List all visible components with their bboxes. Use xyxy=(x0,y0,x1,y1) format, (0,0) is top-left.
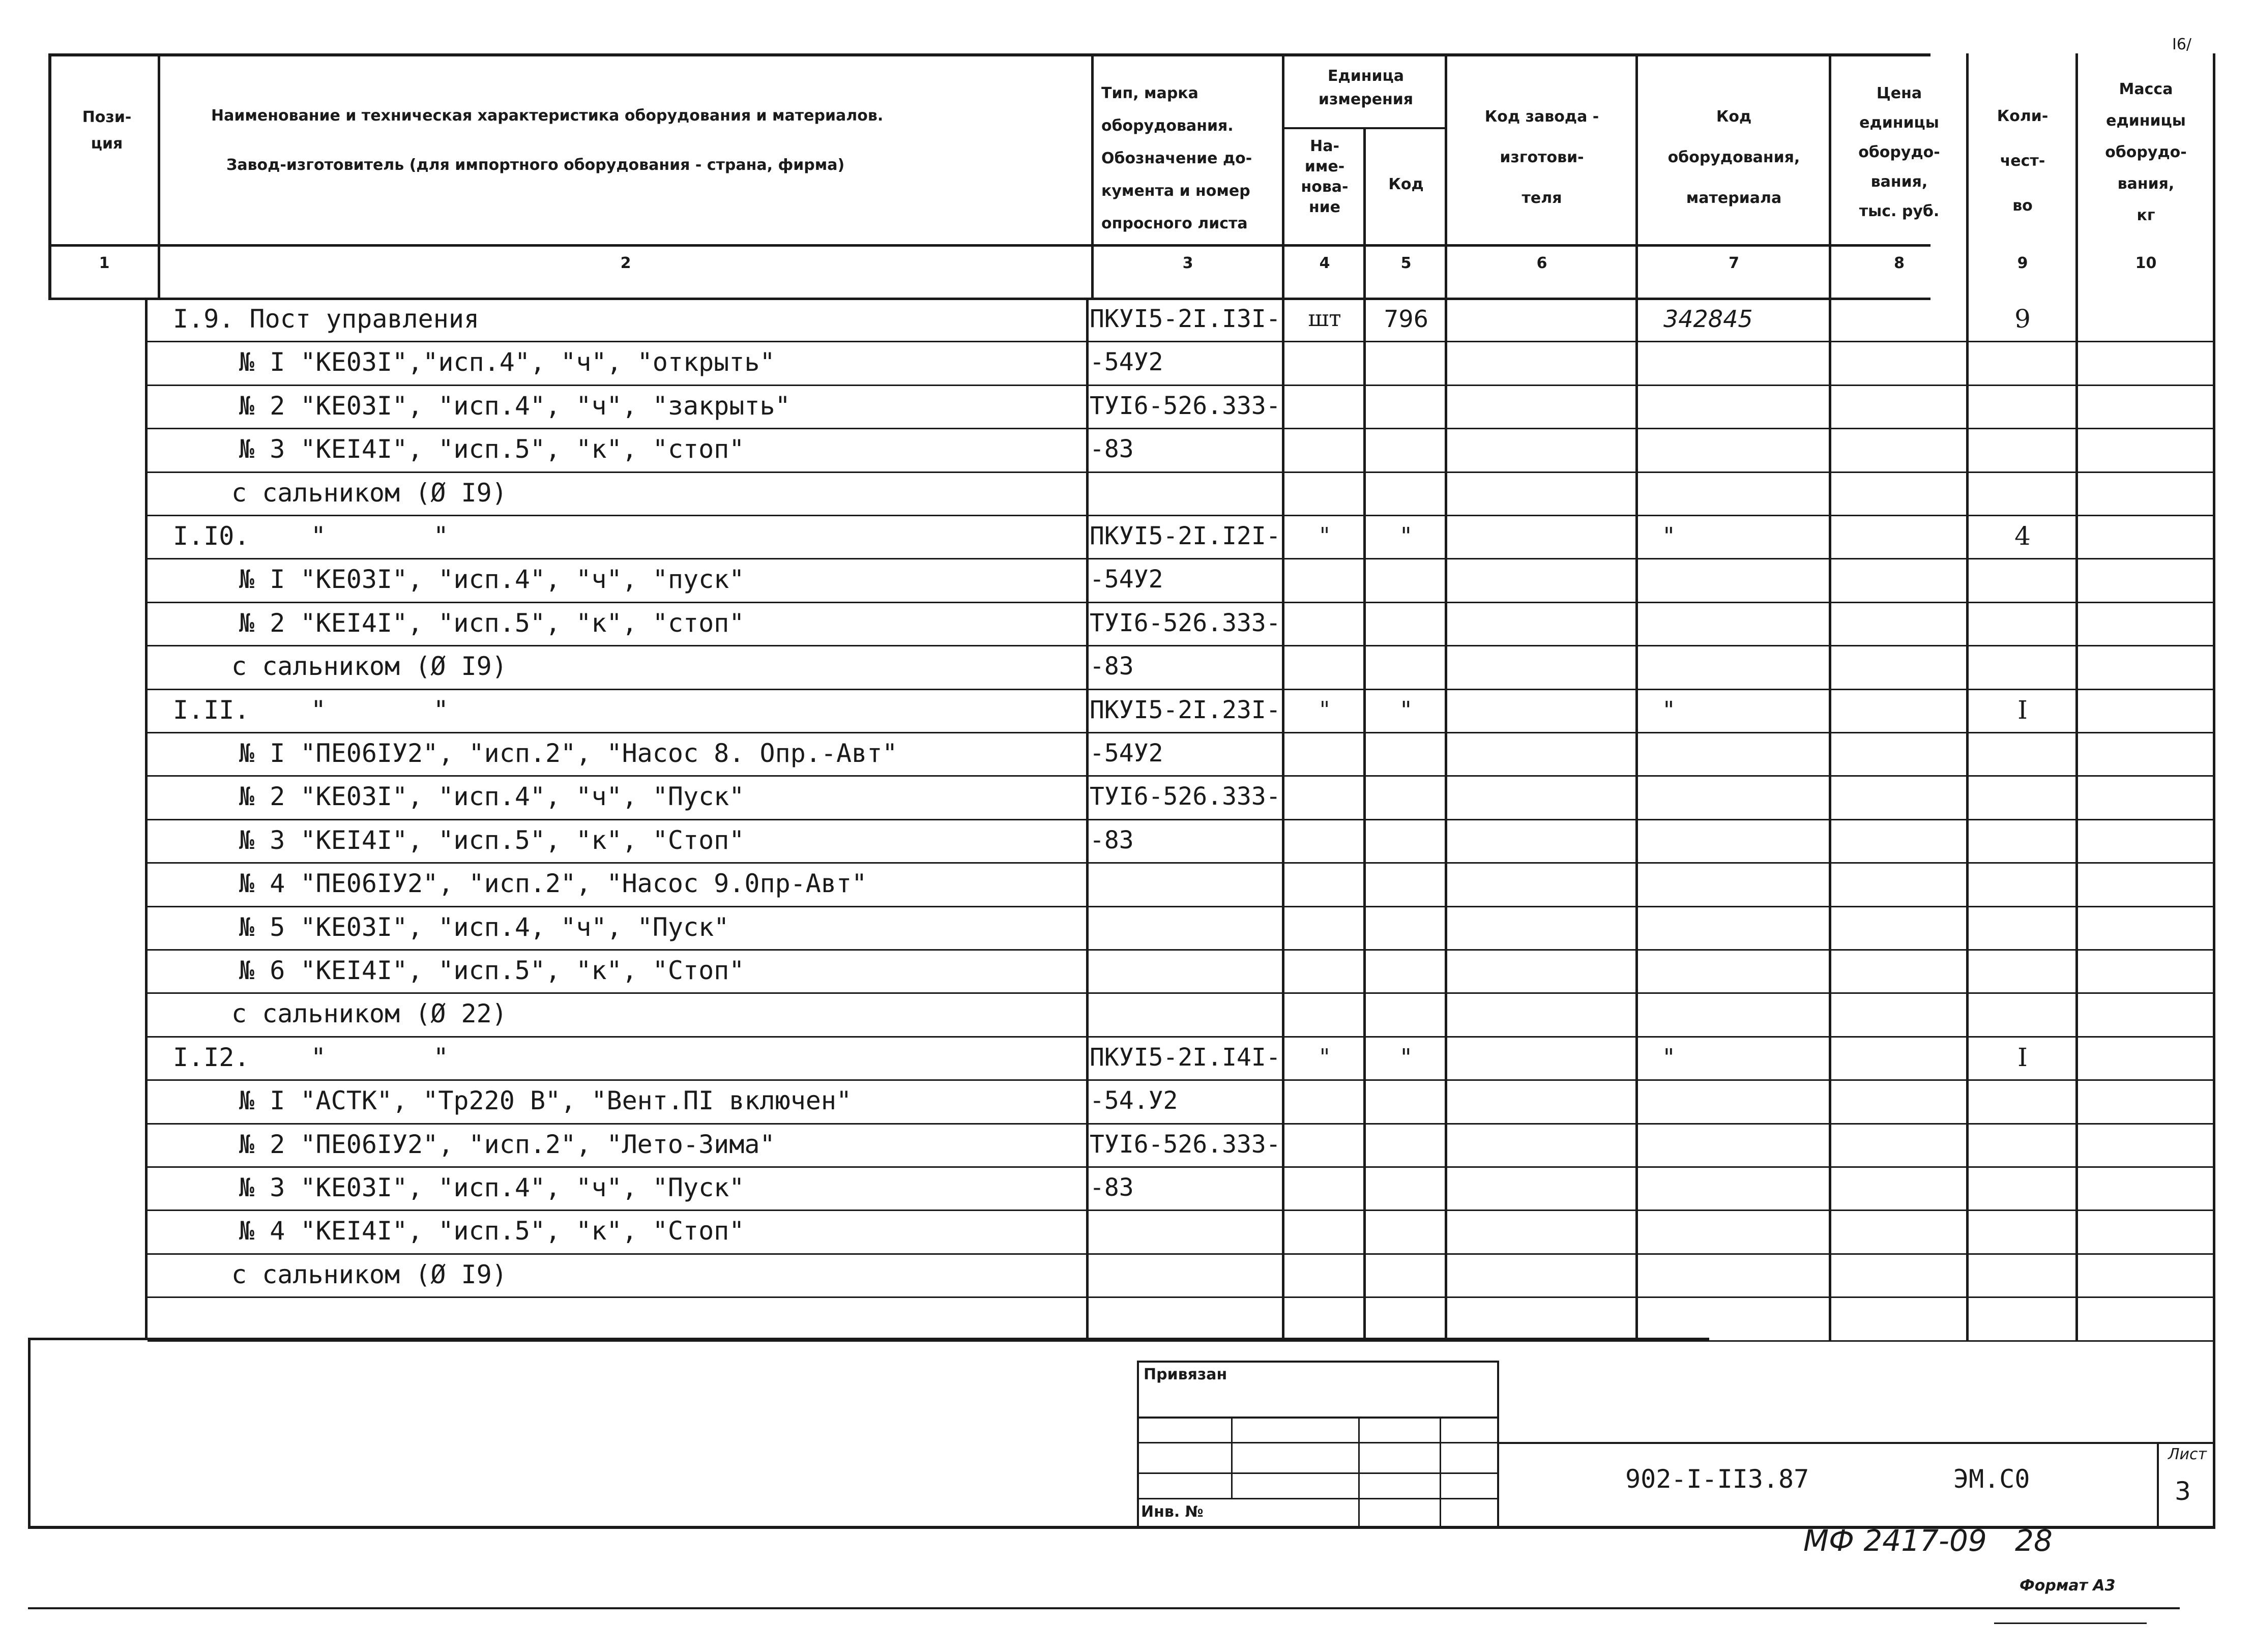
item-name: I.II. " " xyxy=(173,695,449,725)
header-equipment-code: Код оборудования, материала xyxy=(1667,108,1800,207)
item-name: с сальником (Ø 22) xyxy=(231,999,507,1028)
column-number: 9 xyxy=(2017,254,2028,272)
item-name: с сальником (Ø I9) xyxy=(231,478,507,508)
row-divider xyxy=(148,992,2213,994)
row-divider xyxy=(148,906,2213,907)
row-divider xyxy=(148,862,2213,864)
document-code: 902-I-II3.87 xyxy=(1625,1464,1809,1494)
unit-code: " xyxy=(1400,1044,1412,1071)
row-divider xyxy=(148,602,2213,603)
item-document: ТУI6-526.333- xyxy=(1090,1130,1281,1159)
column-number: 7 xyxy=(1729,254,1739,272)
item-document: -83 xyxy=(1090,1173,1134,1202)
header-unit-group: Единица измерения xyxy=(1318,67,1414,108)
unit-name: шт xyxy=(1308,306,1341,332)
item-name: № 5 "КЕ03I", "исп.4, "ч", "Пуск" xyxy=(239,912,729,942)
item-document: ТУI6-526.333- xyxy=(1090,392,1281,420)
column-number: 5 xyxy=(1400,254,1412,272)
unit-code: " xyxy=(1400,696,1412,724)
row-divider xyxy=(148,949,2213,951)
inventory-number-label: Инв. № xyxy=(1141,1503,1204,1521)
item-document: ПКУI5-2I.I3I- xyxy=(1090,305,1281,333)
item-name: с сальником (Ø I9) xyxy=(231,652,507,681)
item-name: № 4 "ПЕ06IУ2", "исп.2", "Насос 9.0пр-Авт" xyxy=(239,869,867,898)
header-type-mark: Тип, марка оборудования. Обозначение до- кумента и номер опросного листа xyxy=(1101,84,1252,232)
sheet-code: ЭМ.С0 xyxy=(1953,1464,2030,1494)
header-unit-name: На- име- нова- ние xyxy=(1301,137,1349,216)
item-document: ТУI6-526.333- xyxy=(1090,609,1281,637)
item-document: -54У2 xyxy=(1090,739,1163,768)
header-name-line2: Завод-изготовитель (для импортного оборудования - страна, фирма) xyxy=(226,156,845,174)
item-name: № I "КЕ03I","исп.4", "ч", "открыть" xyxy=(239,347,775,377)
unit-name: " xyxy=(1319,697,1330,723)
header-unit-price: Цена единицы оборудо- вания, тыс. руб. xyxy=(1858,84,1940,220)
item-document: ПКУI5-2I.I4I- xyxy=(1090,1043,1281,1072)
column-number: 2 xyxy=(620,254,631,272)
equipment-code: " xyxy=(1663,522,1675,550)
row-divider xyxy=(148,471,2213,473)
header-unit-code: Код xyxy=(1388,175,1424,193)
row-divider xyxy=(148,1166,2213,1168)
item-document: -83 xyxy=(1090,826,1134,854)
header-position: Пози- ция xyxy=(82,108,132,153)
row-divider xyxy=(148,1036,2213,1038)
column-number: 1 xyxy=(99,254,110,272)
row-divider xyxy=(148,1253,2213,1255)
header-quantity: Коли- чест- во xyxy=(1997,107,2049,215)
equipment-code: " xyxy=(1663,696,1675,724)
unit-code: 796 xyxy=(1384,305,1428,333)
item-name: I.I0. " " xyxy=(173,521,449,551)
header-name-line1: Наименование и техническая характеристика оборудования и материалов. xyxy=(211,107,884,125)
item-name: № 3 "КЕ03I", "исп.4", "ч", "Пуск" xyxy=(239,1173,745,1202)
row-divider xyxy=(148,689,2213,690)
unit-name: " xyxy=(1319,1044,1330,1070)
item-document: -83 xyxy=(1090,435,1134,463)
item-name: № 3 "КЕI4I", "исп.5", "к", "Стоп" xyxy=(239,825,745,855)
item-name: № 2 "КЕI4I", "исп.5", "к", "стоп" xyxy=(239,608,745,638)
row-divider xyxy=(148,385,2213,386)
item-name: I.9. Пост управления xyxy=(173,304,480,334)
header-unit-mass: Масса единицы оборудо- вания, кг xyxy=(2105,80,2187,224)
sheet-number: 3 xyxy=(2175,1477,2191,1506)
unit-name: " xyxy=(1319,523,1330,549)
item-document: -54.У2 xyxy=(1090,1086,1178,1115)
quantity: I xyxy=(2017,1043,2028,1072)
item-name: № 4 "КЕI4I", "исп.5", "к", "Стоп" xyxy=(239,1216,745,1246)
item-name: № 3 "КЕI4I", "исп.5", "к", "стоп" xyxy=(239,434,745,464)
column-number: 6 xyxy=(1536,254,1547,272)
equipment-code: " xyxy=(1663,1044,1675,1071)
column-number: 3 xyxy=(1182,254,1193,272)
item-document: ТУI6-526.333- xyxy=(1090,782,1281,811)
quantity: 9 xyxy=(2014,304,2031,334)
item-document: -83 xyxy=(1090,652,1134,681)
unit-code: " xyxy=(1400,522,1412,550)
row-divider xyxy=(148,1079,2213,1081)
item-name: № I "КЕ03I", "исп.4", "ч", "пуск" xyxy=(239,565,745,594)
item-name: № 2 "КЕ03I", "исп.4", "ч", "закрыть" xyxy=(239,391,791,421)
row-divider xyxy=(148,732,2213,733)
row-divider xyxy=(148,428,2213,429)
row-divider xyxy=(148,1210,2213,1211)
privyazan-label: Привязан xyxy=(1144,1366,1227,1383)
item-document: -54У2 xyxy=(1090,348,1163,376)
handwritten-registration: МФ 2417-09 28 xyxy=(1803,1523,2053,1558)
row-divider xyxy=(148,1123,2213,1125)
row-divider xyxy=(148,558,2213,559)
item-name: № 6 "КЕI4I", "исп.5", "к", "Стоп" xyxy=(239,956,745,985)
row-divider xyxy=(148,819,2213,820)
equipment-code: 342845 xyxy=(1663,305,1753,333)
row-divider xyxy=(148,341,2213,342)
item-document: ПКУI5-2I.I2I- xyxy=(1090,522,1281,550)
quantity: 4 xyxy=(2014,521,2031,551)
row-divider xyxy=(148,1296,2213,1298)
item-name: I.I2. " " xyxy=(173,1043,449,1072)
row-divider xyxy=(148,515,2213,516)
sheet-label: Лист xyxy=(2168,1446,2207,1463)
item-name: № I "ПЕ06IУ2", "исп.2", "Насос 8. Опр.-Авт" xyxy=(239,739,898,768)
corner-mark: I6/ xyxy=(2172,36,2192,53)
item-name: № 2 "ПЕ06IУ2", "исп.2", "Лето-Зима" xyxy=(239,1130,775,1159)
row-divider xyxy=(148,1340,2213,1342)
item-document: -54У2 xyxy=(1090,565,1163,594)
quantity: I xyxy=(2017,695,2028,725)
column-number: 10 xyxy=(2135,254,2157,272)
row-divider xyxy=(148,775,2213,777)
item-document: ПКУI5-2I.23I- xyxy=(1090,696,1281,724)
format-label: Формат А3 xyxy=(2020,1577,2116,1595)
column-number: 8 xyxy=(1894,254,1905,272)
row-divider xyxy=(148,645,2213,646)
item-name: № 2 "КЕ03I", "исп.4", "ч", "Пуск" xyxy=(239,782,745,811)
column-number: 4 xyxy=(1319,254,1330,272)
header-factory-code: Код завода - изготови- теля xyxy=(1484,108,1599,207)
item-name: № I "АСТК", "Тр220 В", "Вент.ПI включен" xyxy=(239,1086,852,1115)
item-name: с сальником (Ø I9) xyxy=(231,1260,507,1289)
